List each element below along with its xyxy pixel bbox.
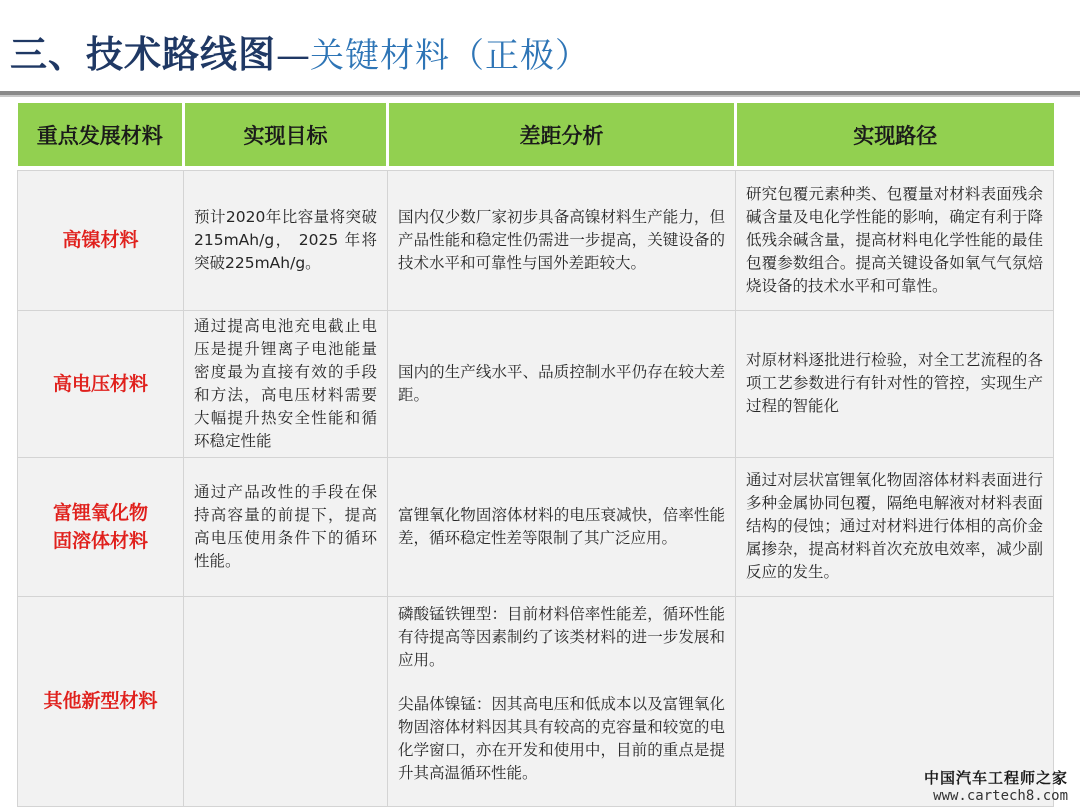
- header-path: 实现路径: [736, 103, 1054, 166]
- table-header-row: [18, 103, 1054, 166]
- header-gap: 差距分析: [388, 103, 736, 166]
- goal-cell: [184, 596, 388, 806]
- gap-cell: 国内的生产线水平、品质控制水平仍存在较大差距。: [388, 310, 736, 457]
- watermark: [924, 767, 1068, 804]
- title-main: 三、技术路线图: [10, 33, 276, 76]
- material-cell: 其他新型材料: [18, 596, 184, 806]
- roadmap-table: [17, 103, 1054, 807]
- header-goal: 实现目标: [184, 103, 388, 166]
- gap-cell: 国内仅少数厂家初步具备高镍材料生产能力，但产品性能和稳定性仍需进一步提高，关键设备的技术水平和可靠性与国外差距较大。: [388, 170, 736, 310]
- gap-paragraph: 尖晶体镍锰：因其高电压和低成本以及富锂氧化物固溶体材料因其具有较高的克容量和较宽的电化学窗口，亦在开发和使用中，目前的重点是提升其高温循环性能。: [398, 694, 725, 782]
- watermark-url: www.cartech8.com: [933, 788, 1068, 804]
- goal-cell: 预计2020年比容量将突破 215mAh/g， 2025 年将突破225mAh/g。: [184, 170, 388, 310]
- goal-cell: 通过产品改性的手段在保持高容量的前提下，提高高电压使用条件下的循环性能。: [184, 457, 388, 596]
- material-cell: 高镍材料: [18, 170, 184, 310]
- page-title: [10, 30, 590, 80]
- path-cell: 对原材料逐批进行检验，对全工艺流程的各项工艺参数进行有针对性的管控，实现生产过程的智能化: [736, 310, 1054, 457]
- table-row: [18, 596, 1054, 806]
- material-line: 固溶体材料: [52, 529, 148, 552]
- title-subtitle: 关键材料（正极）: [310, 36, 590, 76]
- gap-cell: [388, 596, 736, 806]
- gap-paragraph: 磷酸锰铁锂型：目前材料倍率性能差，循环性能有待提高等因素制约了该类材料的进一步发展和应用。: [398, 604, 725, 669]
- table-row: [18, 170, 1054, 310]
- gap-cell: 富锂氧化物固溶体材料的电压衰减快，倍率性能差，循环稳定性差等限制了其广泛应用。: [388, 457, 736, 596]
- header-material: 重点发展材料: [18, 103, 184, 166]
- table-row: [18, 310, 1054, 457]
- watermark-brand: 中国汽车工程师之家: [923, 769, 1068, 787]
- title-divider-shadow: [0, 95, 1080, 97]
- path-cell: 研究包覆元素种类、包覆量对材料表面残余碱含量及电化学性能的影响，确定有利于降低残余碱含量，提高材料电化学性能的最佳包覆参数组合。提高关键设备如氧气气氛焙烧设备的技术水平和可靠性。: [736, 170, 1054, 310]
- path-cell: 通过对层状富锂氧化物固溶体材料表面进行多种金属协同包覆，隔绝电解液对材料表面结构的侵蚀；通过对材料进行体相的高价金属掺杂，提高材料首次充放电效率，减少副反应的发生。: [736, 457, 1054, 596]
- table-row: [18, 457, 1054, 596]
- paragraph-spacer: [398, 672, 725, 693]
- material-line: 富锂氧化物: [52, 501, 148, 524]
- material-cell: 高电压材料: [18, 310, 184, 457]
- title-dash: —: [276, 36, 310, 76]
- material-cell: [18, 457, 184, 596]
- goal-cell: 通过提高电池充电截止电压是提升锂离子电池能量密度最为直接有效的手段和方法，高电压材料需要大幅提升热安全性能和循环稳定性能: [184, 310, 388, 457]
